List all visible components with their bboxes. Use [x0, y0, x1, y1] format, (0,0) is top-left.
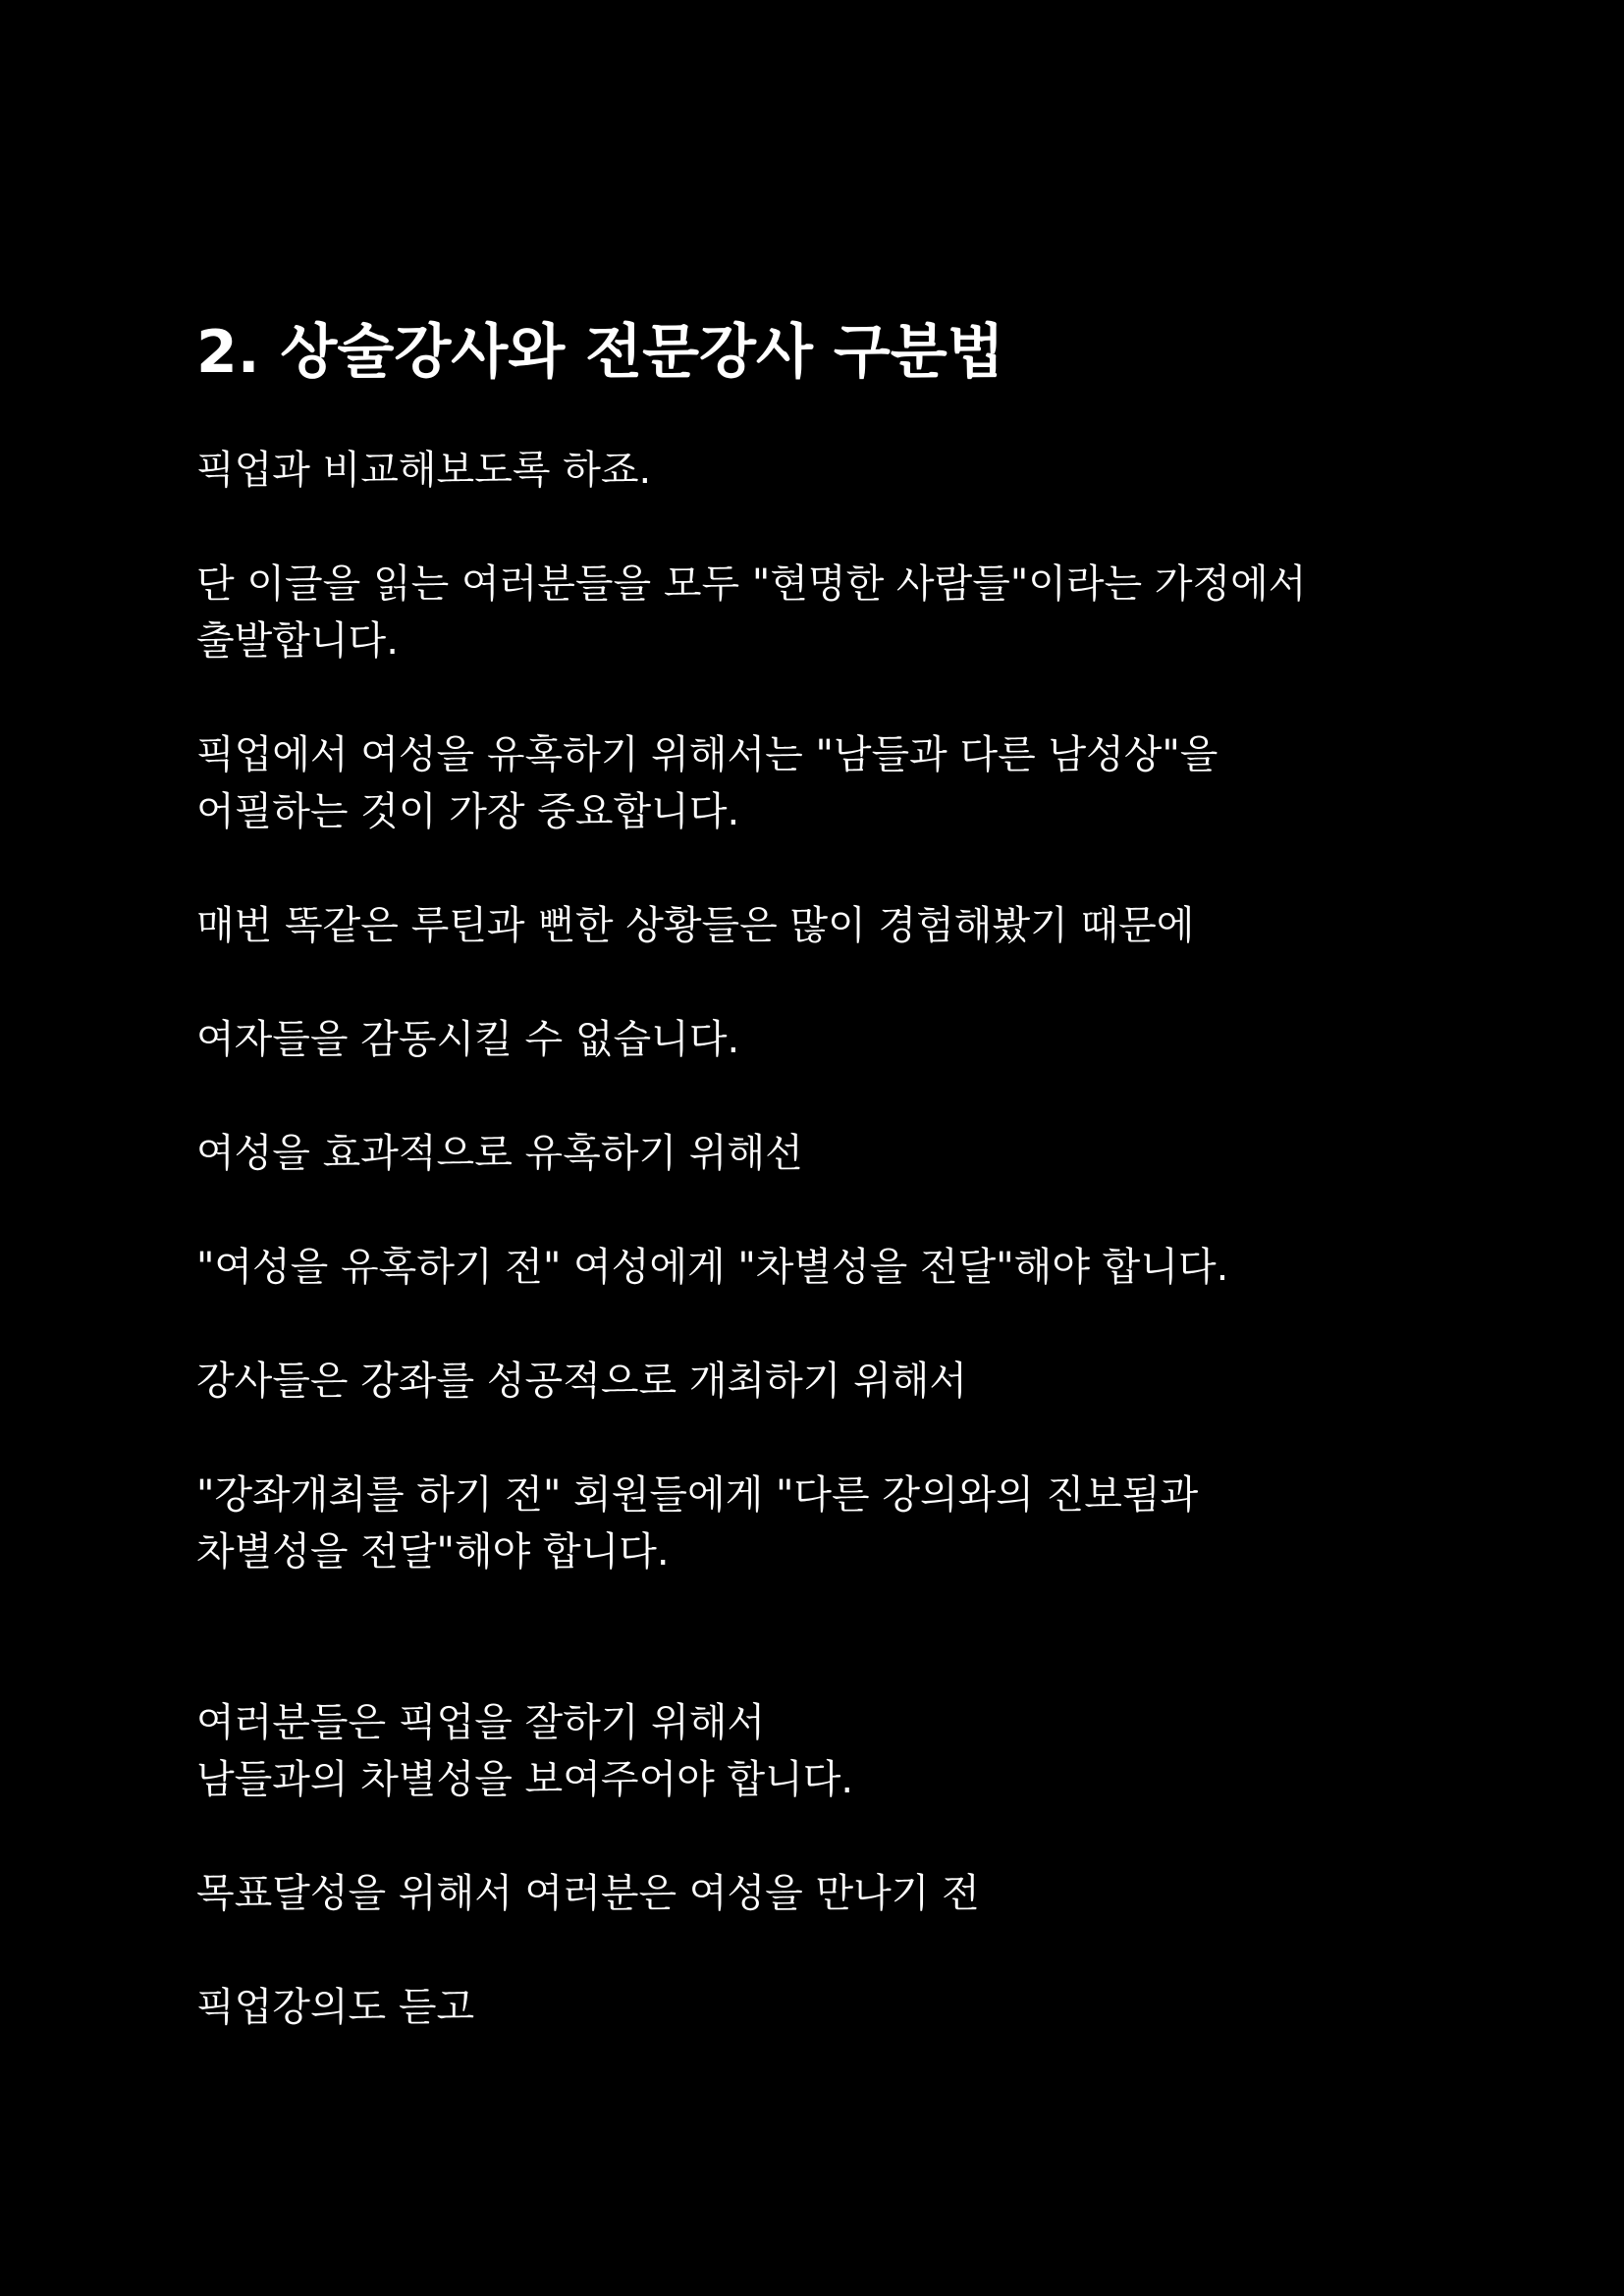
- spacer: [196, 954, 1473, 1011]
- spacer: [196, 1296, 1473, 1353]
- document-body: [196, 312, 1473, 2036]
- paragraph-5-line-1: 여자들을 감동시킬 수 없습니다.: [196, 1017, 740, 1062]
- spacer: [196, 840, 1473, 897]
- spacer: [196, 1182, 1473, 1239]
- paragraph-10-line-2: 남들과의 차별성을 보여주어야 합니다.: [196, 1757, 854, 1802]
- paragraph-3-line-1: 픽업에서 여성을 유혹하기 위해서는 "남들과 다른 남성상"을: [196, 732, 1218, 777]
- paragraph-6-line-1: 여성을 효과적으로 유혹하기 위해선: [196, 1131, 803, 1176]
- paragraph-7-line-1: "여성을 유혹하기 전" 여성에게 "차별성을 전달"해야 합니다.: [196, 1245, 1229, 1290]
- paragraph-11-line-1: 목표달성을 위해서 여러분은 여성을 만나기 전: [196, 1871, 980, 1916]
- paragraph-9-line-1: "강좌개최를 하기 전" 회원들에게 "다른 강의와의 진보됨과: [196, 1472, 1199, 1518]
- paragraph-8-line-1: 강사들은 강좌를 성공적으로 개최하기 위해서: [196, 1359, 968, 1404]
- paragraph-4-line-1: 매번 똑같은 루틴과 뻔한 상황들은 많이 경험해봤기 때문에: [196, 903, 1195, 948]
- spacer: [196, 1922, 1473, 1979]
- paragraph-12-line-1: 픽업강의도 듣고: [196, 1985, 475, 2030]
- spacer: [196, 1580, 1473, 1694]
- spacer: [196, 1410, 1473, 1467]
- paragraph-9-line-2: 차별성을 전달"해야 합니다.: [196, 1529, 670, 1575]
- section-title: 2. 상술강사와 전문강사 구분법: [196, 318, 1004, 387]
- paragraph-2-line-1: 단 이글을 읽는 여러분들을 모두 "현명한 사람들"이라는 가정에서: [196, 561, 1307, 607]
- paragraph-1-line-1: 픽업과 비교해보도록 하죠.: [196, 448, 652, 493]
- spacer: [196, 393, 1473, 442]
- paragraph-3-line-2: 어필하는 것이 가장 중요합니다.: [196, 789, 740, 834]
- spacer: [196, 1068, 1473, 1125]
- spacer: [196, 499, 1473, 556]
- spacer: [196, 1808, 1473, 1865]
- paragraph-10-line-1: 여러분들은 픽업을 잘하기 위해서: [196, 1700, 766, 1745]
- paragraph-2-line-2: 출발합니다.: [196, 618, 399, 664]
- spacer: [196, 669, 1473, 726]
